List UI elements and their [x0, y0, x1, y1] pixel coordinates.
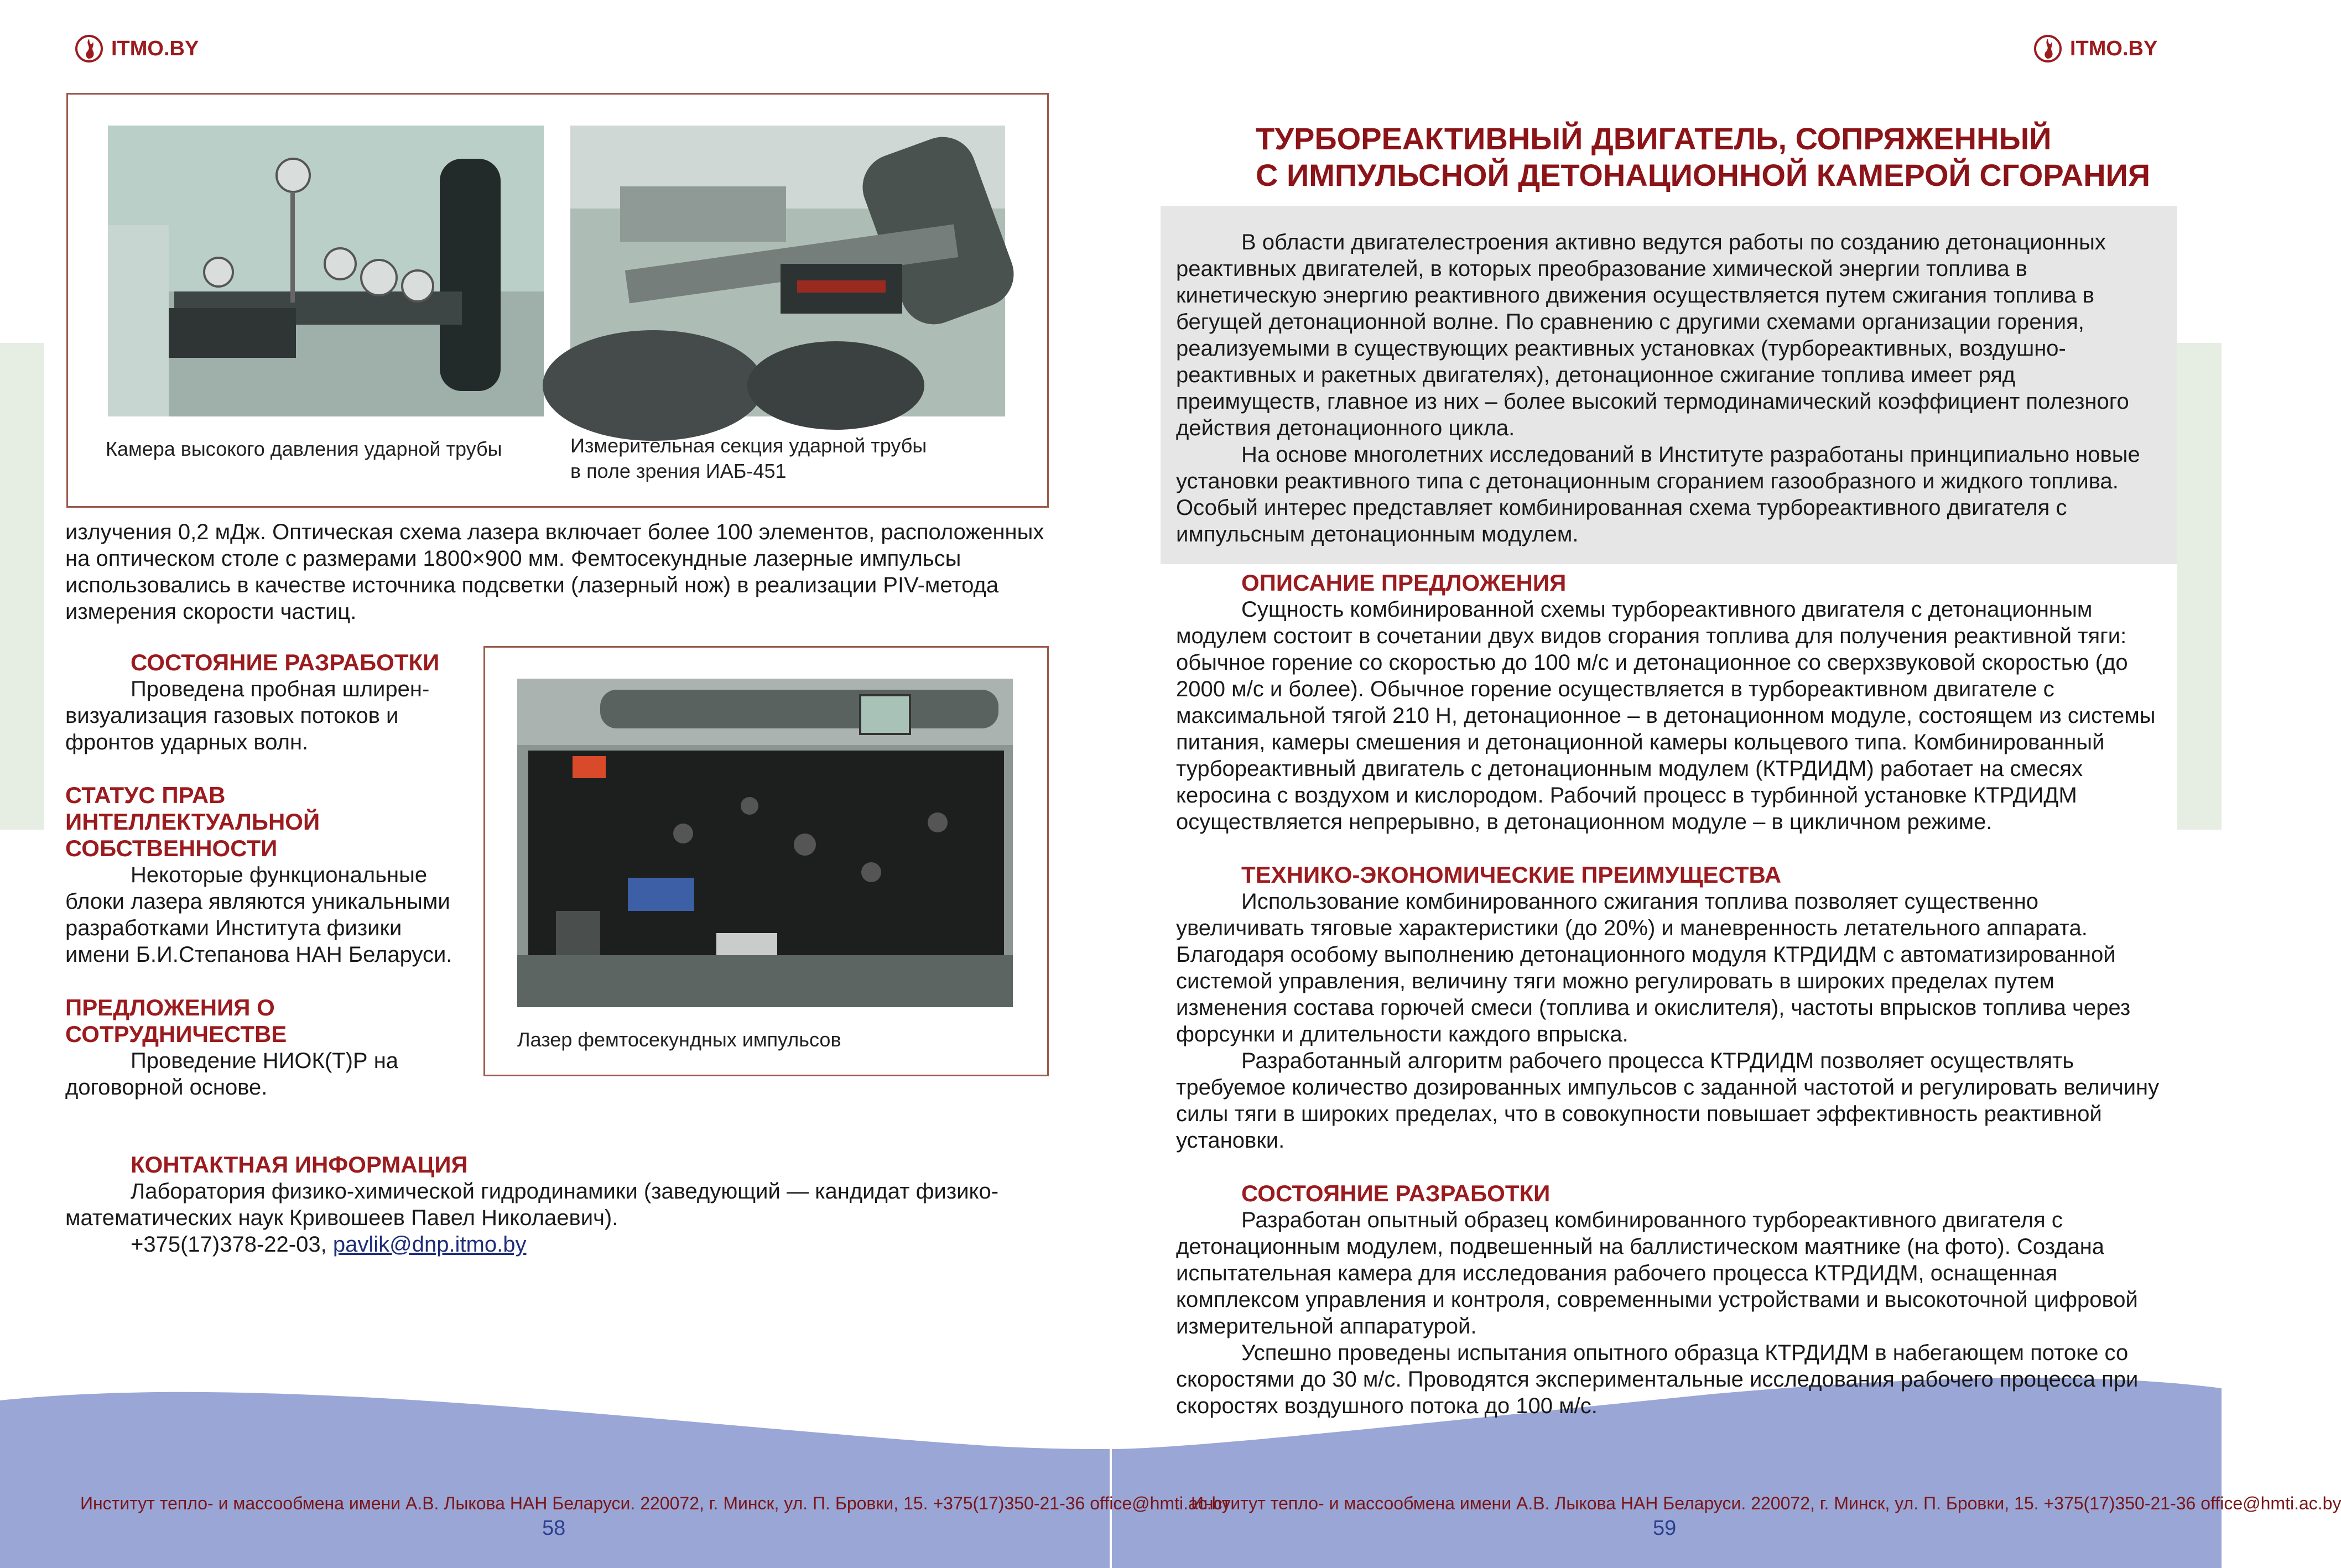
high-pressure-chamber-photo	[108, 126, 544, 416]
side-bar-left	[0, 343, 44, 830]
left-sections-column	[65, 649, 464, 1101]
section-text-advantages-1: Использование комбинированного сжигания топлива позволяет существенно увеличивать тяговые характеристики (до 20%) и маневренность летательного аппарата. Благодаря особому выполнению детонационного модуля КТРДИДМ с автоматизированной системой управления, величину тяги можно регулировать в широких пределах путем изменения состава горючей смеси (топлива и окислителя), частоты впрысков топлива через форсунки и длительности каждого впрыска.	[1176, 889, 2131, 1046]
laser-photo-frame	[483, 646, 1049, 1076]
side-bar-right	[2177, 343, 2222, 830]
section-title-ip: СТАТУС ПРАВ ИНТЕЛЛЕКТУАЛЬНОЙ СОБСТВЕННОСТИ	[65, 782, 320, 861]
photo-caption-chamber: Камера высокого давления ударной трубы	[106, 437, 502, 460]
contact-phone: +375(17)378-22-03,	[131, 1232, 333, 1257]
intro-paragraph	[65, 519, 1050, 625]
section-title-cooperation: ПРЕДЛОЖЕНИЯ О СОТРУДНИЧЕСТВЕ	[65, 994, 287, 1047]
intro-paragraph-1: В области двигателестроения активно ведутся работы по созданию детонационных реактивных двигателей, в которых преобразование химической энергии топлива в кинетическую энергию реактивного движения осуществляется путем сжигания топлива в бегущей детонационной волне. По сравнению с другими схемами организации горения, реализуемыми в существующих реактивных установках (турбореактивных, воздушно-реактивных и ракетных двигателях), детонационное сжигание топлива имеет ряд преимуществ, главное из них – более высокий термодинамический коэффициент полезного действия детонационного цикла.	[1176, 230, 2129, 440]
top-photo-frame	[66, 93, 1049, 508]
femtosecond-laser-photo	[517, 679, 1013, 1007]
logo-right[interactable]	[2033, 34, 2157, 63]
contact-email-link[interactable]: pavlik@dnp.itmo.by	[332, 1232, 527, 1257]
intro-paragraph-2: На основе многолетних исследований в Институте разработаны принципиально новые установки реактивного типа с детонационным сгоранием газообразного и жидкого топлива. Особый интерес представляет комбинированная схема турбореактивного двигателя с импульсным детонационным модулем.	[1176, 442, 2140, 546]
right-page	[1111, 0, 2341, 1568]
footer-address-left: Институт тепло- и массообмена имени А.В. Лыкова НАН Беларуси. 220072, г. Минск, ул. П. Бровки, 15. +375(17)350-21-36 office@hmti.ac.by	[80, 1493, 1231, 1513]
photo-caption-measuring-section	[570, 433, 927, 484]
section-text-status: Проведена пробная шлирен-визуализация газовых потоков и фронтов ударных волн.	[65, 677, 430, 754]
section-text-description: Сущность комбинированной схемы турбореактивного двигателя с детонационным модулем состоит в сочетании двух видов сгорания топлива для получения реактивной тяги: обычное горение со скоростью до 100 м/с и детонационное со сверхзвуковой скоростью (до 2000 м/с и более). Обычное горение осуществляется в турбореактивном двигателе с максимальной тягой 210 Н, детонационное – в детонационном модуле, состоящем из системы питания, камеры смешения и детонационной камеры кольцевого типа. Комбинированный турбореактивный двигатель с детонационным модулем (КТРДИДМ) работает на смесях керосина с воздухом и кислородом. Рабочий процесс в турбинной установке КТРДИДМ осуществляется непрерывно, в детонационном модуле – в цикличном режиме.	[1176, 597, 2156, 834]
section-text-contact: Лаборатория физико-химической гидродинамики (заведующий — кандидат физико-математических наук Кривошеев Павел Николаевич).	[65, 1179, 999, 1230]
photo-caption-laser: Лазер фемтосекундных импульсов	[517, 1028, 841, 1051]
footer-address-right: Институт тепло- и массообмена имени А.В. Лыкова НАН Беларуси. 220072, г. Минск, ул. П. Бровки, 15. +375(17)350-21-36 office@hmti.ac.by	[1191, 1493, 2341, 1513]
measuring-section-photo	[570, 126, 1005, 416]
section-text-ip: Некоторые функциональные блоки лазера являются уникальными разработками Института физики имени Б.И.Степанова НАН Беларуси.	[65, 863, 452, 967]
intro-text-block	[1176, 229, 2166, 548]
section-text-status-right-1: Разработан опытный образец комбинированного турбореактивного двигателя с детонационным модулем, подвешенный на баллистическом маятнике (на фото). Создана испытательная камера для исследования рабочего процесса КТРДИДМ, оснащенная комплексом управления и контроля, современными устройствами и высокоточной цифровой измерительной аппаратурой.	[1176, 1208, 2138, 1338]
section-title-status-right: СОСТОЯНИЕ РАЗРАБОТКИ	[1241, 1180, 1551, 1206]
section-text-status-right-2: Успешно проведены испытания опытного образца КТРДИДМ в набегающем потоке со скоростями до 30 м/с. Проводятся экспериментальные исследования рабочего процесса при скоростях воздушного потока до 100 м/с.	[1176, 1341, 2139, 1418]
intro-text: излучения 0,2 мДж. Оптическая схема лазера включает более 100 элементов, расположенных на оптическом столе с размерами 1800×900 мм. Фемтосекундные лазерные импульсы использовались в качестве источника подсветки (лазерный нож) в реализации PIV-метода измерения скорости частиц.	[65, 520, 1044, 624]
section-text-advantages-2: Разработанный алгоритм рабочего процесса КТРДИДМ позволяет осуществлять требуемое количество дозированных импульсов с заданной частотой и регулировать величину силы тяги в широких пределах, что в совокупности повышает эффективность реактивной установки.	[1176, 1049, 2160, 1153]
contact-section	[65, 1152, 1050, 1258]
itmo-logo-icon	[75, 34, 103, 63]
contact-line	[65, 1231, 1050, 1258]
title-line-2: С ИМПУЛЬСНОЙ ДЕТОНАЦИОННОЙ КАМЕРОЙ СГОРАНИЯ	[1256, 158, 2151, 192]
title-line-1: ТУРБОРЕАКТИВНЫЙ ДВИГАТЕЛЬ, СОПРЯЖЕННЫЙ	[1256, 121, 2052, 156]
page-number-right: 59	[1653, 1517, 1677, 1540]
itmo-logo-icon	[2033, 34, 2062, 63]
logo-text: ITMO.BY	[2070, 37, 2158, 60]
section-title-advantages: ТЕХНИКО-ЭКОНОМИЧЕСКИЕ ПРЕИМУЩЕСТВА	[1241, 862, 1782, 888]
section-title-description: ОПИСАНИЕ ПРЕДЛОЖЕНИЯ	[1241, 570, 1567, 596]
caption-line: Измерительная секция ударной трубы	[570, 434, 927, 457]
section-title-contact: КОНТАКТНАЯ ИНФОРМАЦИЯ	[131, 1152, 468, 1178]
logo-text: ITMO.BY	[111, 37, 199, 60]
right-sections	[1176, 570, 2166, 1419]
logo-left[interactable]	[75, 34, 199, 63]
article-title	[1256, 121, 2163, 194]
caption-line: в поле зрения ИАБ-451	[570, 460, 787, 482]
page-number-left: 58	[542, 1517, 566, 1540]
section-text-cooperation: Проведение НИОК(Т)Р на договорной основе.	[65, 1049, 399, 1100]
section-title-status: СОСТОЯНИЕ РАЗРАБОТКИ	[131, 649, 440, 675]
